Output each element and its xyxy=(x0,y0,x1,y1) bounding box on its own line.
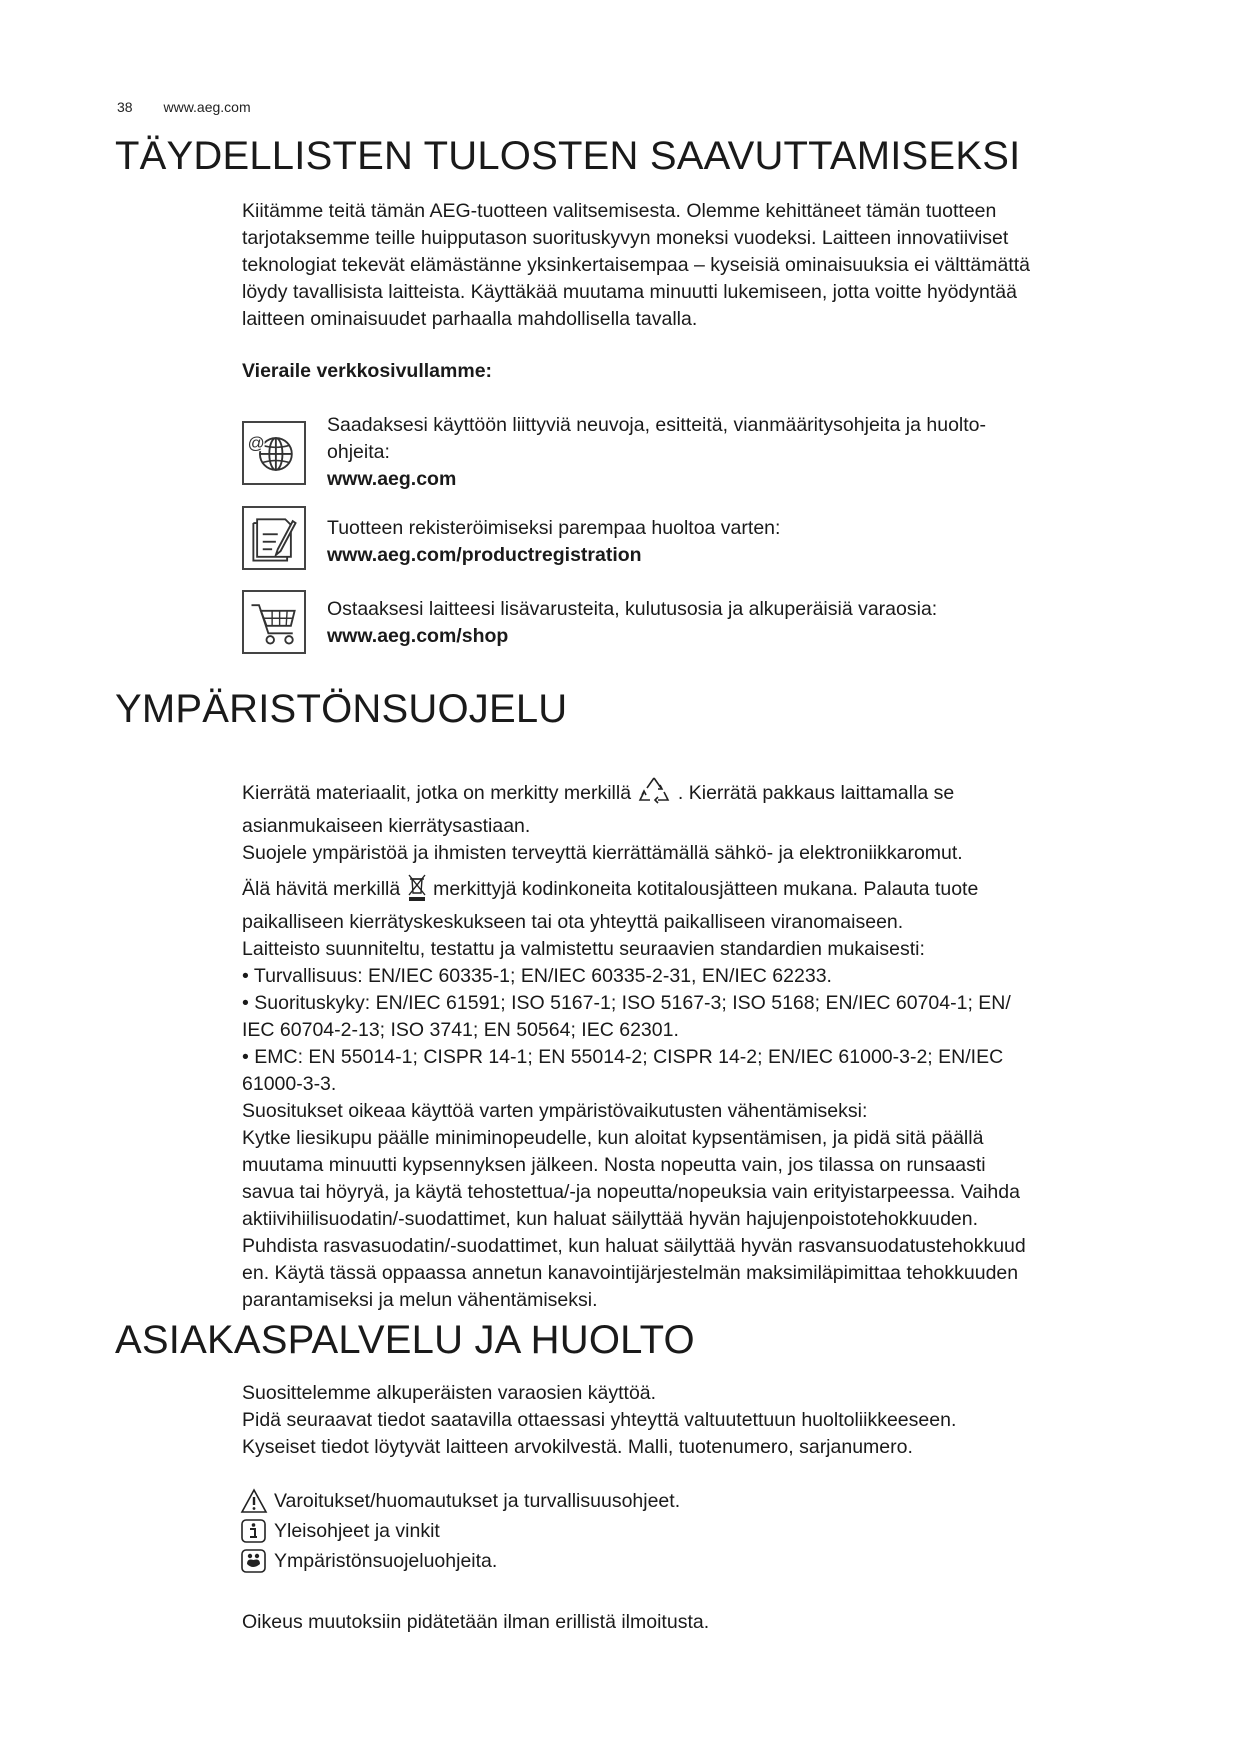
shop-url-link[interactable]: www.aeg.com/shop xyxy=(327,625,509,647)
intro-line: teknologiat tekevät elämästänne yksinkertaisempaa – kyseisiä ominaisuuksia ei välttämättä xyxy=(242,254,1030,276)
service-paragraph xyxy=(242,1380,1142,1461)
header-site: www.aeg.com xyxy=(163,99,251,115)
symbol-legend xyxy=(240,1486,680,1576)
weee-line xyxy=(242,873,1142,909)
weee-bin-icon xyxy=(406,873,428,909)
legend-label: Varoitukset/huomautukset ja turvallisuusohjeet. xyxy=(274,1490,681,1512)
intro-line: Kiitämme teitä tämän AEG-tuotteen valitsemisesta. Olemme kehittäneet tämän tuotteen xyxy=(242,200,997,222)
legend-label: Ympäristönsuojeluohjeita. xyxy=(274,1550,498,1572)
text-line: aktiivihiilisuodatin/-suodattimet, kun haluat säilyttää hyvän hajujenpoistotehokkuuden. xyxy=(242,1208,979,1230)
link-description: Ostaaksesi laitteesi lisävarusteita, kulutusosia ja alkuperäisiä varaosia: xyxy=(327,598,938,620)
legend-row xyxy=(240,1546,680,1576)
link-registration xyxy=(327,515,1127,569)
legend-label: Yleisohjeet ja vinkit xyxy=(274,1520,440,1542)
text-line: asianmukaiseen kierrätysastiaan. xyxy=(242,815,531,837)
text-line: en. Käytä tässä oppaassa annetun kanavointijärjestelmän maksimiläpimittaa tehokkuuden xyxy=(242,1262,1019,1284)
text-line: Suositukset oikeaa käyttöä varten ympäristövaikutusten vähentämiseksi: xyxy=(242,1100,868,1122)
legend-row xyxy=(240,1486,680,1516)
standards-item: IEC 60704-2-13; ISO 3741; EN 50564; IEC 62301. xyxy=(242,1019,679,1041)
text: merkittyjä kodinkoneita kotitalousjätteen mukana. Palauta tuote xyxy=(433,878,979,900)
text-line: Kytke liesikupu päälle miniminopeudelle, kun aloitat kypsentämisen, ja pidä sitä päällä xyxy=(242,1127,984,1149)
intro-line: tarjotaksemme teille huipputason suorituskyvyn moneksi vuodeksi. Laitteen innovatiiviset xyxy=(242,227,1009,249)
footer-note: Oikeus muutoksiin pidätetään ilman erillistä ilmoitusta. xyxy=(242,1611,710,1633)
svg-text:@: @ xyxy=(247,433,265,453)
intro-line: laitteen ominaisuudet parhaalla mahdollisella tavalla. xyxy=(242,308,698,330)
standards-item: • Suorituskyky: EN/IEC 61591; ISO 5167-1; ISO 5167-3; ISO 5168; EN/IEC 60704-1; EN/ xyxy=(242,992,1011,1014)
standards-item: • EMC: EN 55014-1; CISPR 14-1; EN 55014-2; CISPR 14-2; EN/IEC 61000-3-2; EN/IEC xyxy=(242,1046,1004,1068)
section-title-service: ASIAKASPALVELU JA HUOLTO xyxy=(115,1318,695,1362)
text-line: Pidä seuraavat tiedot saatavilla ottaessasi yhteyttä valtuutettuun huoltoliikkeeseen. xyxy=(242,1409,957,1431)
text-line: Laitteisto suunniteltu, testattu ja valmistettu seuraavien standardien mukaisesti: xyxy=(242,938,925,960)
text-line: savua tai höyryä, ja käytä tehostettua/-ja nopeutta/nopeuksia vain erityistarpeessa. Vaihda xyxy=(242,1181,1020,1203)
environment-icon xyxy=(240,1548,268,1574)
text-line: Kyseiset tiedot löytyvät laitteen arvokilvestä. Malli, tuotenumero, sarjanumero. xyxy=(242,1436,913,1458)
intro-line: löydy tavallisista laitteista. Käyttäkää muutama minuutti lukemiseen, jotta voitte hyödyntää xyxy=(242,281,1017,303)
page-header xyxy=(117,99,251,115)
text-line: parantamiseksi ja melun vähentämiseksi. xyxy=(242,1289,598,1311)
text-line: Suosittelemme alkuperäisten varaosien käyttöä. xyxy=(242,1382,657,1404)
info-icon xyxy=(240,1518,268,1544)
warning-icon xyxy=(240,1488,268,1514)
text-line: Suojele ympäristöä ja ihmisten terveyttä kierrättämällä sähkö- ja elektroniikkaromut. xyxy=(242,842,963,864)
recycle-line xyxy=(242,775,1142,813)
section-title-results: TÄYDELLISTEN TULOSTEN SAAVUTTAMISEKSI xyxy=(115,134,1021,178)
shopping-cart-icon xyxy=(242,590,306,654)
text: Kierrätä materiaalit, jotka on merkitty merkillä xyxy=(242,782,632,804)
standards-item: • Turvallisuus: EN/IEC 60335-1; EN/IEC 60335-2-31, EN/IEC 62233. xyxy=(242,965,832,987)
globe-icon xyxy=(242,421,306,485)
registration-url-link[interactable]: www.aeg.com/productregistration xyxy=(327,544,642,566)
legend-row xyxy=(240,1516,680,1546)
link-support xyxy=(327,412,1127,493)
link-description: Saadaksesi käyttöön liittyviä neuvoja, esitteitä, vianmääritysohjeita ja huolto- xyxy=(327,414,987,436)
text-line: Puhdista rasvasuodatin/-suodattimet, kun haluat säilyttää hyvän rasvansuodatustehokkuud xyxy=(242,1235,1026,1257)
link-description: ohjeita: xyxy=(327,441,390,463)
recycle-icon xyxy=(636,775,672,813)
page-number: 38 xyxy=(117,99,133,115)
standards-item: 61000-3-3. xyxy=(242,1073,337,1095)
intro-paragraph xyxy=(242,198,1142,333)
support-url-link[interactable]: www.aeg.com xyxy=(327,468,457,490)
text-line: muutama minuutti kypsennyksen jälkeen. Nosta nopeutta vain, jos tilassa on runsaasti xyxy=(242,1154,986,1176)
text: . Kierrätä pakkaus laittamalla se xyxy=(677,782,955,804)
text: Älä hävitä merkillä xyxy=(242,878,401,900)
registration-icon xyxy=(242,506,306,570)
environment-paragraph xyxy=(242,775,1142,1314)
section-title-environment: YMPÄRISTÖNSUOJELU xyxy=(115,687,568,731)
link-description: Tuotteen rekisteröimiseksi parempaa huoltoa varten: xyxy=(327,517,781,539)
text-line: paikalliseen kierrätyskeskukseen tai ota yhteyttä paikalliseen viranomaiseen. xyxy=(242,911,904,933)
visit-label: Vieraile verkkosivullamme: xyxy=(242,360,493,382)
link-shop xyxy=(327,596,1127,650)
